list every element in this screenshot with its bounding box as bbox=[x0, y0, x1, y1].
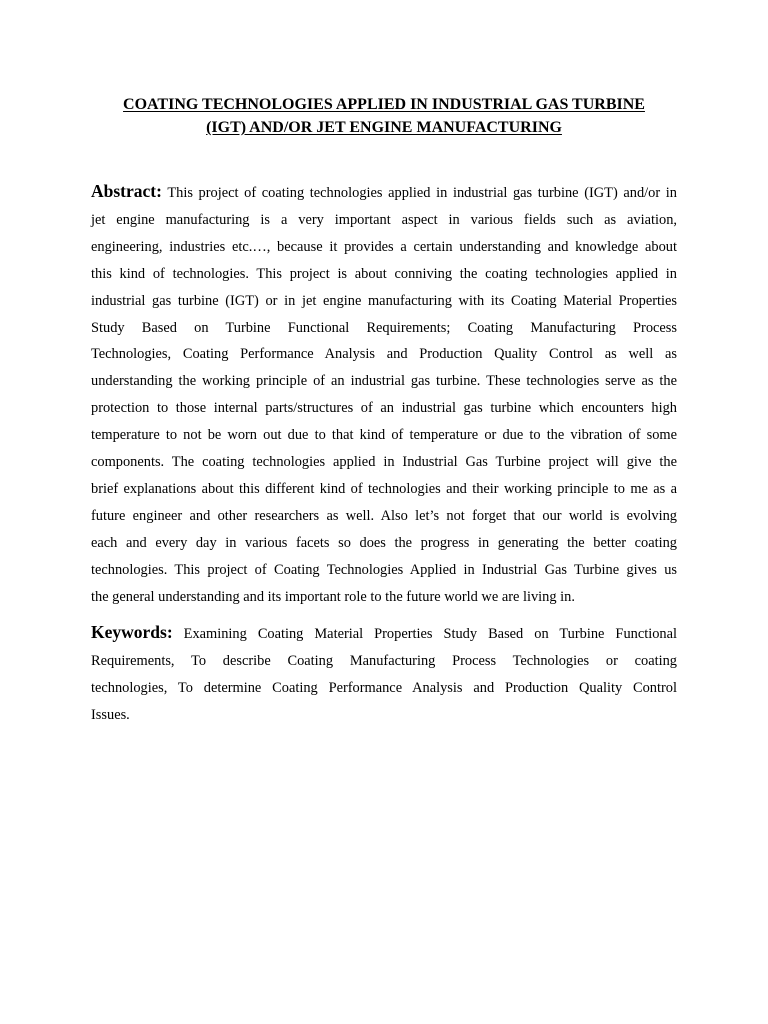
abstract-line: brief explanations about this different kind of technologies and their working principle to me as a bbox=[91, 480, 677, 497]
abstract-line: engineering, industries etc.…, because it provides a certain understanding and knowledge about bbox=[91, 238, 677, 255]
keywords-line bbox=[91, 619, 677, 648]
keywords-text: Examining Coating Material Properties Study Based on Turbine Functional bbox=[172, 626, 677, 642]
abstract-text: This project of coating technologies applied in industrial gas turbine (IGT) and/or in bbox=[161, 185, 677, 201]
abstract-line: components. The coating technologies applied in Industrial Gas Turbine project will give the bbox=[91, 454, 677, 471]
abstract-line: Technologies, Coating Performance Analysis and Production Quality Control as well as bbox=[91, 346, 677, 363]
abstract-line: technologies. This project of Coating Technologies Applied in Industrial Gas Turbine gives us bbox=[91, 561, 677, 578]
abstract-line: temperature to not be worn out due to that kind of temperature or due to the vibration of some bbox=[91, 427, 677, 444]
abstract-line: the general understanding and its important role to the future world we are living in. bbox=[91, 588, 575, 605]
title-line: COATING TECHNOLOGIES APPLIED IN INDUSTRIAL GAS TURBINE bbox=[123, 96, 645, 113]
keywords-paragraph bbox=[91, 619, 677, 729]
abstract-line: industrial gas turbine (IGT) or in jet engine manufacturing with its Coating Material Properties bbox=[91, 292, 677, 309]
abstract-line: Study Based on Turbine Functional Requirements; Coating Manufacturing Process bbox=[91, 319, 677, 336]
abstract-line: this kind of technologies. This project is about conniving the coating technologies applied in bbox=[91, 265, 677, 282]
abstract-line: jet engine manufacturing is a very important aspect in various fields such as aviation, bbox=[91, 211, 677, 228]
abstract-line: understanding the working principle of an industrial gas turbine. These technologies serve as the bbox=[91, 373, 677, 390]
title-line: (IGT) AND/OR JET ENGINE MANUFACTURING bbox=[206, 119, 562, 136]
abstract-line: each and every day in various facets so does the progress in generating the better coating bbox=[91, 534, 677, 551]
abstract-line: protection to those internal parts/structures of an industrial gas turbine which encounters high bbox=[91, 400, 677, 417]
keywords-line: technologies, To determine Coating Performance Analysis and Production Quality Control bbox=[91, 679, 677, 696]
abstract-line: future engineer and other researchers as well. Also let’s not forget that our world is evolving bbox=[91, 507, 677, 524]
keywords-heading: Keywords: bbox=[91, 622, 173, 642]
keywords-line: Requirements, To describe Coating Manufacturing Process Technologies or coating bbox=[91, 652, 677, 669]
abstract-heading: Abstract: bbox=[91, 181, 162, 201]
abstract-paragraph bbox=[91, 178, 677, 611]
abstract-line bbox=[91, 178, 677, 207]
keywords-line: Issues. bbox=[91, 706, 130, 723]
document-title bbox=[90, 93, 678, 139]
